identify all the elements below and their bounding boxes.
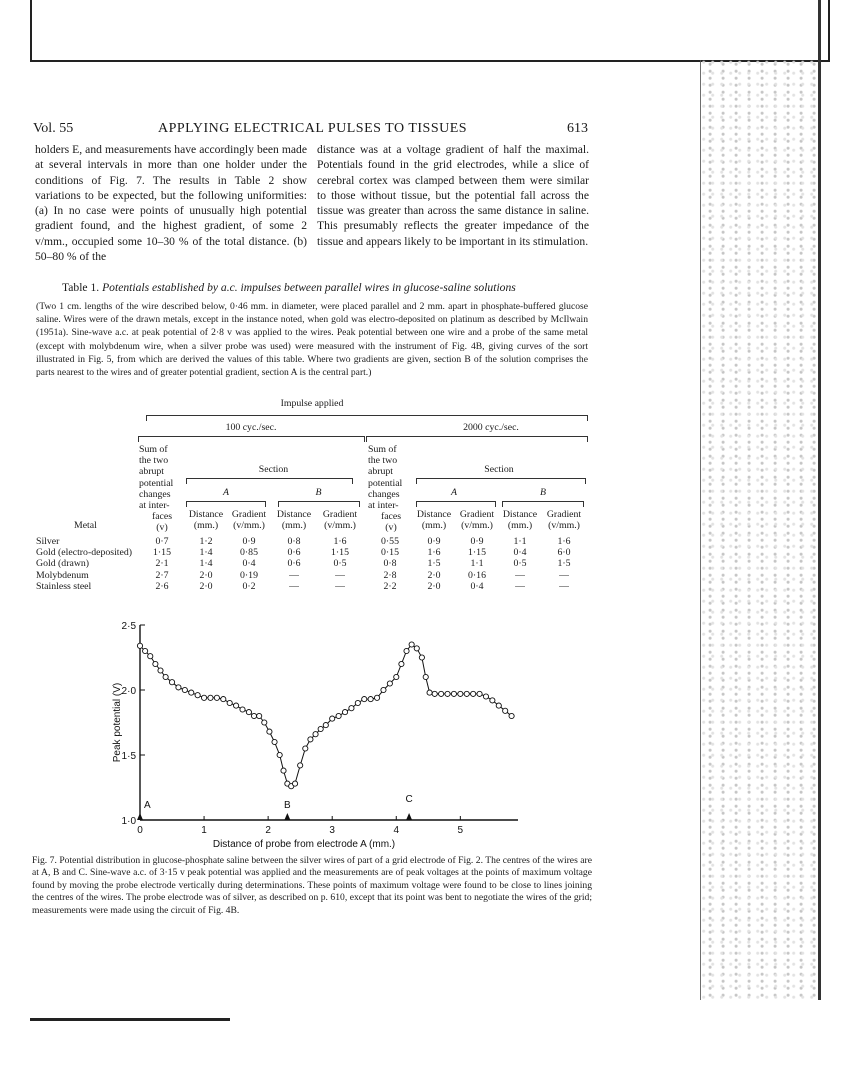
h-dist-unit: (mm.) [421,520,447,532]
sum-h2-3: potential [368,477,403,489]
table-cell: 1·6 [427,547,441,559]
table-cell: — [289,569,299,581]
section-a-2000: A [451,487,457,498]
electrode-label: C [405,794,413,805]
data-point [189,690,194,695]
table-cell: 1·6 [557,536,571,547]
data-point [227,700,232,705]
data-point [201,695,206,700]
table-cell: 1·1 [470,558,484,570]
data-point [292,781,297,786]
table-cell: 2·2 [383,580,397,592]
col-distance-b2000 [500,509,540,531]
data-point [471,691,476,696]
freq-100-header: 100 cyc./sec. [225,422,277,433]
h-dist-unit: (mm.) [281,520,307,532]
table-cell: 1·4 [199,558,213,570]
table-cell: — [335,569,345,581]
col-distance-a2000 [414,509,454,531]
page-number: 613 [567,121,588,136]
data-point [195,693,200,698]
data-point [303,746,308,751]
brace-b-100 [278,501,360,507]
data-point [394,674,399,679]
brace-a-2000 [416,501,496,507]
col-gradient-b100 [318,509,362,531]
data-point [509,713,514,718]
x-tick-label: 1 [201,825,207,836]
impulse-applied-header: Impulse applied [280,398,344,409]
h-dist: Distance [188,509,224,520]
h-grad-unit: (v/mm.) [324,520,356,532]
y-tick-label: 1·5 [121,751,136,762]
col-distance-a100 [186,509,226,531]
table-title-text: Potentials established by a.c. impulses between parallel wires in glucose-saline solutions [102,281,516,294]
table-cell: — [559,569,569,581]
h-dist: Distance [276,509,312,520]
data-point [257,713,262,718]
table-cell: 0·8 [287,536,301,547]
data-point [176,685,181,690]
data-point [404,648,409,653]
data-point [409,642,414,647]
data-point [483,694,488,699]
electrode-marker [284,813,290,820]
table-cell: 0·8 [383,558,397,570]
data-point [381,687,386,692]
table-cell: 0·55 [381,536,399,547]
page-border-top [30,0,830,62]
brace-a-100 [186,501,266,507]
table-row-metal: Gold (drawn) [36,558,90,570]
table-cell: — [559,580,569,592]
electrode-marker [137,813,143,820]
data-point [374,695,379,700]
data-point [153,661,158,666]
data-point [267,729,272,734]
table-cell: 0·19 [240,569,258,581]
x-tick-label: 4 [393,825,400,836]
brace-section-2000 [416,478,586,484]
data-point [355,700,360,705]
data-point [503,708,508,713]
sum-h-5: at inter- [139,500,170,512]
data-point [234,703,239,708]
sum-h2-5: at inter- [368,500,399,512]
table-cell: 0·7 [155,536,169,547]
data-point [137,643,142,648]
section-b-2000: B [540,487,546,498]
section-header-100: Section [258,464,289,475]
h-grad: Gradient [459,509,495,520]
running-header [33,121,588,137]
data-point [272,739,277,744]
sum-h2-4: changes [368,488,400,500]
table-cell: 1·4 [199,547,213,559]
table-cell: — [515,580,525,592]
data-point [251,713,256,718]
data-point [182,687,187,692]
page-border-bottom [30,1018,230,1021]
h-dist: Distance [416,509,452,520]
brace-impulse [146,415,588,421]
electrode-marker [406,813,412,820]
table-row-metal: Gold (electro-deposited) [36,547,133,559]
data-point [240,707,245,712]
section-a-100: A [223,487,229,498]
data-point [163,674,168,679]
table-title [62,281,622,294]
data-point [298,763,303,768]
scan-noise-edge [700,60,821,1000]
h-grad-unit: (v/mm.) [233,520,265,532]
sum-h-6: faces [151,511,173,523]
table-label: Table 1. [62,281,100,294]
table-cell: 2·0 [427,580,441,592]
section-b-100: B [315,487,322,498]
sum-h-7: (v) [156,522,168,534]
data-point [439,691,444,696]
section-header-2000: Section [484,464,514,475]
sum-h-4: changes [139,488,171,500]
table-cell: 0·6 [287,547,301,559]
data-point [313,732,318,737]
data-point [490,698,495,703]
table-cell: 2·0 [199,580,213,592]
table-cell: 1·5 [427,558,441,570]
data-point [414,646,419,651]
data-point [221,697,226,702]
table-cell: 1·6 [333,536,347,547]
table-cell: 0·4 [242,558,256,570]
body-text-right: distance was at a voltage gradient of half the maximal. Potentials found in the grid electrodes, while a slice of cerebral cortex was clamped between them were similar to those without tissue, but the potential fall across the tissue was greater than across the same distance in saline. This presumably reflects the greater impedance of the tissue and appears likely to be important in its stimulation. [317,143,589,248]
table-cell: 0·9 [470,536,484,547]
data-point [262,720,267,725]
data-point [458,691,463,696]
data-point [336,713,341,718]
table-row-metal: Stainless steel [36,580,92,592]
data-point [143,648,148,653]
h-grad: Gradient [546,509,582,520]
sum-h-3: potential [139,477,174,489]
page-border-right [818,0,821,1000]
volume-number: Vol. 55 [33,121,74,136]
figure-7 [110,615,530,850]
data-point [158,668,163,673]
x-tick-label: 2 [265,825,271,836]
h-grad: Gradient [231,509,267,520]
data-point [451,691,456,696]
x-axis-label: Distance of probe from electrode A (mm.) [212,839,396,850]
sum-h-2: abrupt [139,466,165,478]
data-point [169,680,174,685]
sum-header-100 [139,444,185,534]
data-point [214,695,219,700]
figure-caption: Fig. 7. Potential distribution in glucose-phosphate saline between the silver wires of part of a grid electrode of Fig. 2. The centres of the wires are at A, B and C. Sine-wave a.c. of 3·15 v peak potential was applied and the measurements are of peak voltages at the points of maximum voltage found by moving the probe electrode vertically during determinations. These points of maximum voltage were found to be close to lines joining the centres of the wires. The probe electrode was of silver, as described on p. 610, except that its point was bent to negotiate the wires of the grid; measurements were made using the circuit of Fig. 4B. [32,855,592,916]
electrode-label: B [284,800,291,811]
h-grad-unit: (v/mm.) [548,520,580,532]
data-point [318,726,323,731]
table-cell: 2·1 [155,558,169,570]
y-tick-label: 1·0 [121,816,136,827]
data-point [246,710,251,715]
col-gradient-a100 [228,509,270,531]
table-cell: 1·15 [153,547,171,559]
table-cell: 1·15 [468,547,486,559]
col-gradient-a2000 [456,509,498,531]
table-row-metal: Molybdenum [36,569,89,581]
data-point [281,768,286,773]
data-point [308,737,313,742]
data-point [477,691,482,696]
x-tick-label: 3 [329,825,335,836]
table-cell: 2·0 [199,569,213,581]
table-cell: 0·9 [242,536,256,547]
data-point [496,703,501,708]
table-cell: 0·2 [242,580,256,592]
table-cell: 2·0 [427,569,441,581]
brace-100 [138,436,365,442]
h-grad: Gradient [322,509,358,520]
sum-h2-7: (v) [385,522,397,534]
table-cell: — [289,580,299,592]
sum-header-2000 [368,444,414,534]
col-gradient-b2000 [542,509,586,531]
table-cell: 0·5 [333,558,347,570]
table-cell: 2·8 [383,569,397,581]
data-point [208,695,213,700]
brace-b-2000 [502,501,584,507]
sum-h-0: Sum of [139,444,168,455]
electrode-label: A [144,800,151,811]
h-dist-unit: (mm.) [193,520,219,532]
table-cell: 2·6 [155,580,169,592]
data-point [427,690,432,695]
table-cell: — [335,580,345,592]
h-dist-unit: (mm.) [507,520,533,532]
sum-h2-2: abrupt [368,466,394,478]
table-row-metal: Silver [36,536,60,547]
y-tick-label: 2·5 [121,621,136,632]
data-point [330,716,335,721]
data-point [399,661,404,666]
col-distance-b100 [274,509,314,531]
table-cell: 1·1 [513,536,527,547]
sum-h2-0: Sum of [368,444,397,455]
h-grad-unit: (v/mm.) [461,520,493,532]
data-point [362,697,367,702]
table-cell: 0·85 [240,547,258,559]
data-point [432,691,437,696]
brace-2000 [366,436,588,442]
table-cell: 0·15 [381,547,399,559]
data-point [445,691,450,696]
x-tick-label: 5 [457,825,464,836]
x-tick-label: 0 [137,825,143,836]
table-cell: 0·9 [427,536,441,547]
running-title: APPLYING ELECTRICAL PULSES TO TISSUES [158,121,468,136]
sum-h2-1: the two [368,455,398,467]
table-cell: — [515,569,525,581]
sum-h-1: the two [139,455,169,467]
data-point [423,674,428,679]
brace-section-100 [186,478,353,484]
y-tick-label: 2·0 [121,686,136,697]
table-cell: 0·4 [513,547,527,559]
freq-2000-header: 2000 cyc./sec. [463,422,519,433]
table-cell: 1·2 [199,536,213,547]
data-point [148,654,153,659]
h-dist: Distance [502,509,538,520]
data-point [277,752,282,757]
table-cell: 0·4 [470,580,484,592]
table-cell: 6·0 [557,547,571,559]
data-point [323,723,328,728]
sum-h2-6: faces [380,511,402,523]
table-cell: 0·5 [513,558,527,570]
y-axis-label: Peak potential (V) [112,682,123,763]
data-point [464,691,469,696]
data-series-line [140,645,512,787]
table-cell: 1·5 [557,558,571,570]
data-point [368,697,373,702]
data-point [419,655,424,660]
table-cell: 2·7 [155,569,169,581]
data-point [387,681,392,686]
data-point [342,710,347,715]
peak-potential-chart [110,615,530,850]
body-text-left: holders E, and measurements have accordingly been made at several intervals in more than one holder under the conditions of Fig. 7. The results in Table 2 show variations to be expected, but the following uniformities: (a) In no case were points of unusually high potential gradient found, and the highest gradient, of some 2 v/mm., occupied some 10–30 % of the total distance. (b) 50–80 % of the [35,143,307,264]
table-caption: (Two 1 cm. lengths of the wire described below, 0·46 mm. in diameter, were placed parallel and 2 mm. apart in phosphate-buffered glucose saline. Wires were of the drawn metals, except in the instance noted, when gold was electro-deposited on platinum as described by McIlwain (1951a). Sine-wave a.c. at peak potential of 2·8 v was applied to the wires. Peak potential between one wire and a probe of the same metal (except with molybdenum wire, when a silver probe was used) were measured with the instrument of Fig. 4B, giving curves of the sort illustrated in Fig. 5, from which are derived the values of this table. Where two gradients are given, section B of the solution comprises the parts nearest to the wires and of greater potential gradient, section A is the central part.) [36,301,588,379]
table-cell: 0·16 [468,569,486,581]
metal-header: Metal [74,520,97,531]
data-point [349,706,354,711]
table-cell: 0·6 [287,558,301,570]
table-cell: 1·15 [331,547,349,559]
